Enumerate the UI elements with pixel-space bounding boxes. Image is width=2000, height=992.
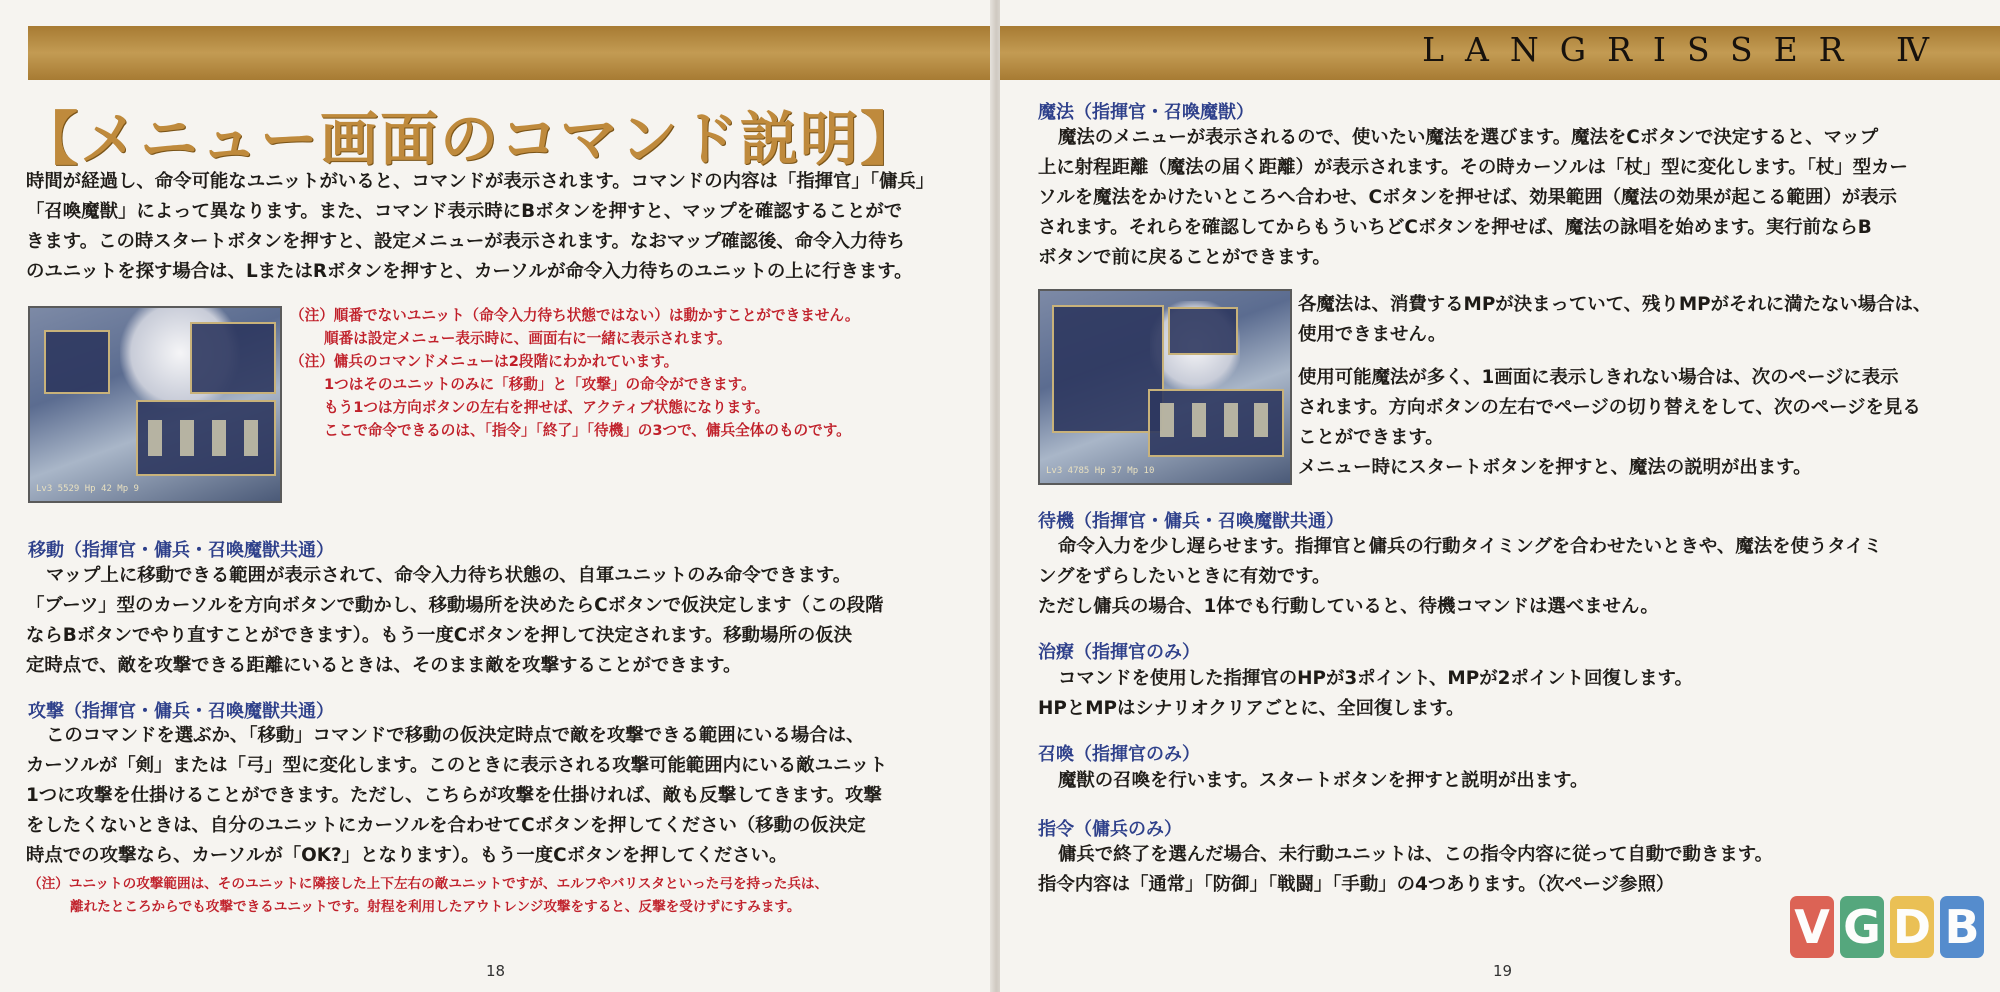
screenshot-caption: Lv3 5529 Hp 42 Mp 9 xyxy=(36,484,139,494)
text-line: 上に射程距離（魔法の届く距離）が表示されます。その時カーソルは「杖」型に変化します。「杖」型カー xyxy=(1038,157,1908,178)
text-line: 定時点で、敵を攻撃できる距離にいるときは、そのまま敵を攻撃することができます。 xyxy=(26,655,742,676)
magic-side-paragraph xyxy=(1298,363,1921,483)
vgdb-watermark-logo xyxy=(1790,896,1990,968)
page-right xyxy=(1000,0,2000,992)
text-line: 傭兵で終了を選んだ場合、未行動ユニットは、この指令内容に従って自動で動きます。 xyxy=(1058,844,1774,865)
text-line: HPとMPはシナリオクリアごとに、全回復します。 xyxy=(1038,698,1465,719)
note-line: 順番は設定メニュー表示時に、画面右に一緒に表示されます。 xyxy=(324,330,732,347)
text-line: 魔獣の召喚を行います。スタートボタンを押すと説明が出ます。 xyxy=(1058,770,1589,791)
page-left xyxy=(0,0,995,992)
text-line: されます。それらを確認してからもういちどCボタンを押せば、魔法の詠唱を始めます。実行前ならB xyxy=(1038,217,1872,238)
screenshot-caption: Lv3 4785 Hp 37 Mp 10 xyxy=(1046,466,1155,476)
section-heading-move: 移動（指揮官・傭兵・召喚魔獣共通） xyxy=(28,540,334,561)
note-line: 1つはそのユニットのみに「移動」と「攻撃」の命令ができます。 xyxy=(324,376,756,393)
note-line: （注）ユニットの攻撃範囲は、そのユニットに隣接した上下左右の敵ユニットですが、エルフやバリスタといった弓を持った兵は、 xyxy=(28,876,829,892)
section-heading-magic: 魔法（指揮官・召喚魔獣） xyxy=(1038,102,1254,123)
logo-letter: B xyxy=(1940,896,1984,958)
text-line: ボタンで前に戻ることができます。 xyxy=(1038,247,1331,268)
text-line: をしたくないときは、自分のユニットにカーソルを合わせてCボタンを押してください（移動の仮決定 xyxy=(26,815,866,836)
text-line: ングをずらしたいときに有効です。 xyxy=(1038,566,1331,587)
section-heading-attack: 攻撃（指揮官・傭兵・召喚魔獣共通） xyxy=(28,701,334,722)
attack-paragraph xyxy=(26,721,887,871)
move-paragraph xyxy=(26,561,883,681)
text-line: 1つに攻撃を仕掛けることができます。ただし、こちらが攻撃を仕掛ければ、敵も反撃してきます。攻撃 xyxy=(26,785,882,806)
section-heading-heal: 治療（指揮官のみ） xyxy=(1038,642,1200,663)
text-line: されます。方向ボタンの左右でページの切り替えをして、次のページを見る xyxy=(1298,397,1921,418)
text-line: ことができます。 xyxy=(1298,427,1444,448)
text-line: 使用可能魔法が多く、1画面に表示しきれない場合は、次のページに表示 xyxy=(1298,367,1899,388)
text-line: 「召喚魔獣」によって異なります。また、コマンド表示時にBボタンを押すと、マップを確認することがで xyxy=(26,201,903,222)
text-line: マップ上に移動できる範囲が表示されて、命令入力待ち状態の、自軍ユニットのみ命令できます。 xyxy=(46,565,852,586)
text-line: 指令内容は「通常」「防御」「戦闘」「手動」の4つあります。（次ページ参照） xyxy=(1038,874,1675,895)
page-title: 【メニュー画面のコマンド説明】 xyxy=(20,105,921,173)
text-line: 時点での攻撃なら、カーソルが「OK?」となります）。もう一度Cボタンを押してください。 xyxy=(26,845,788,866)
logo-letter: V xyxy=(1790,896,1834,958)
note-line: （注）順番でないユニット（命令入力待ち状態ではない）は動かすことができません。 xyxy=(290,307,860,324)
brand-logo-text: LANGRISSER Ⅳ xyxy=(1422,30,1950,69)
text-line: メニュー時にスタートボタンを押すと、魔法の説明が出ます。 xyxy=(1298,457,1812,478)
section-heading-order: 指令（傭兵のみ） xyxy=(1038,819,1182,840)
text-line: 命令入力を少し遅らせます。指揮官と傭兵の行動タイミングを合わせたいときや、魔法を使うタイミ xyxy=(1058,536,1883,557)
order-paragraph xyxy=(1038,840,1773,900)
note-line: （注）傭兵のコマンドメニューは2段階にわかれています。 xyxy=(290,353,679,370)
game-screenshot xyxy=(1038,289,1292,485)
intro-paragraph xyxy=(26,167,934,287)
text-line: 「ブーツ」型のカーソルを方向ボタンで動かし、移動場所を決めたらCボタンで仮決定します（この段階 xyxy=(26,595,884,616)
text-line: ただし傭兵の場合、1体でも行動していると、待機コマンドは選べません。 xyxy=(1038,596,1659,617)
text-line: ならBボタンでやり直すことができます）。もう一度Cボタンを押して決定されます。移動場所の仮決 xyxy=(26,625,853,646)
logo-letter: G xyxy=(1840,896,1884,958)
section-heading-wait: 待機（指揮官・傭兵・召喚魔獣共通） xyxy=(1038,511,1344,532)
heal-paragraph xyxy=(1038,664,1693,724)
note-line: ここで命令できるのは、「指令」「終了」「待機」の3つで、傭兵全体のものです。 xyxy=(324,422,851,439)
note-block xyxy=(290,304,859,442)
magic-side-paragraph xyxy=(1298,290,1931,350)
text-line: 時間が経過し、命令可能なユニットがいると、コマンドが表示されます。コマンドの内容は「指揮官」「傭兵」 xyxy=(26,171,935,192)
page-number: 19 xyxy=(1493,962,1513,980)
text-line: カーソルが「剣」または「弓」型に変化します。このときに表示される攻撃可能範囲内にいる敵ユニット xyxy=(26,755,888,776)
summon-paragraph xyxy=(1038,766,1588,796)
magic-paragraph xyxy=(1038,123,1908,273)
text-line: このコマンドを選ぶか、「移動」コマンドで移動の仮決定時点で敵を攻撃できる範囲にいる場合は、 xyxy=(46,725,865,746)
text-line: コマンドを使用した指揮官のHPが3ポイント、MPが2ポイント回復します。 xyxy=(1058,668,1693,689)
text-line: 使用できません。 xyxy=(1298,324,1447,345)
header-band xyxy=(28,26,995,80)
note-line: 離れたところからでも攻撃できるユニットです。射程を利用したアウトレンジ攻撃をすると、反撃を受けずにすみます。 xyxy=(70,899,801,915)
text-line: 各魔法は、消費するMPが決まっていて、残りMPがそれに満たない場合は、 xyxy=(1298,294,1932,315)
wait-paragraph xyxy=(1038,532,1882,622)
page-number: 18 xyxy=(486,962,506,980)
game-screenshot xyxy=(28,306,282,503)
text-line: のユニットを探す場合は、LまたはRボタンを押すと、カーソルが命令入力待ちのユニットの上に行きます。 xyxy=(26,261,913,282)
text-line: きます。この時スタートボタンを押すと、設定メニューが表示されます。なおマップ確認後、命令入力待ち xyxy=(26,231,906,252)
section-heading-summon: 召喚（指揮官のみ） xyxy=(1038,744,1200,765)
logo-letter: D xyxy=(1890,896,1934,958)
text-line: ソルを魔法をかけたいところへ合わせ、Cボタンを押せば、効果範囲（魔法の効果が起こる範囲）が表示 xyxy=(1038,187,1897,208)
attack-note xyxy=(28,873,828,919)
note-line: もう1つは方向ボタンの左右を押せば、アクティブ状態になります。 xyxy=(324,399,770,416)
text-line: 魔法のメニューが表示されるので、使いたい魔法を選びます。魔法をCボタンで決定すると、マップ xyxy=(1058,127,1879,148)
